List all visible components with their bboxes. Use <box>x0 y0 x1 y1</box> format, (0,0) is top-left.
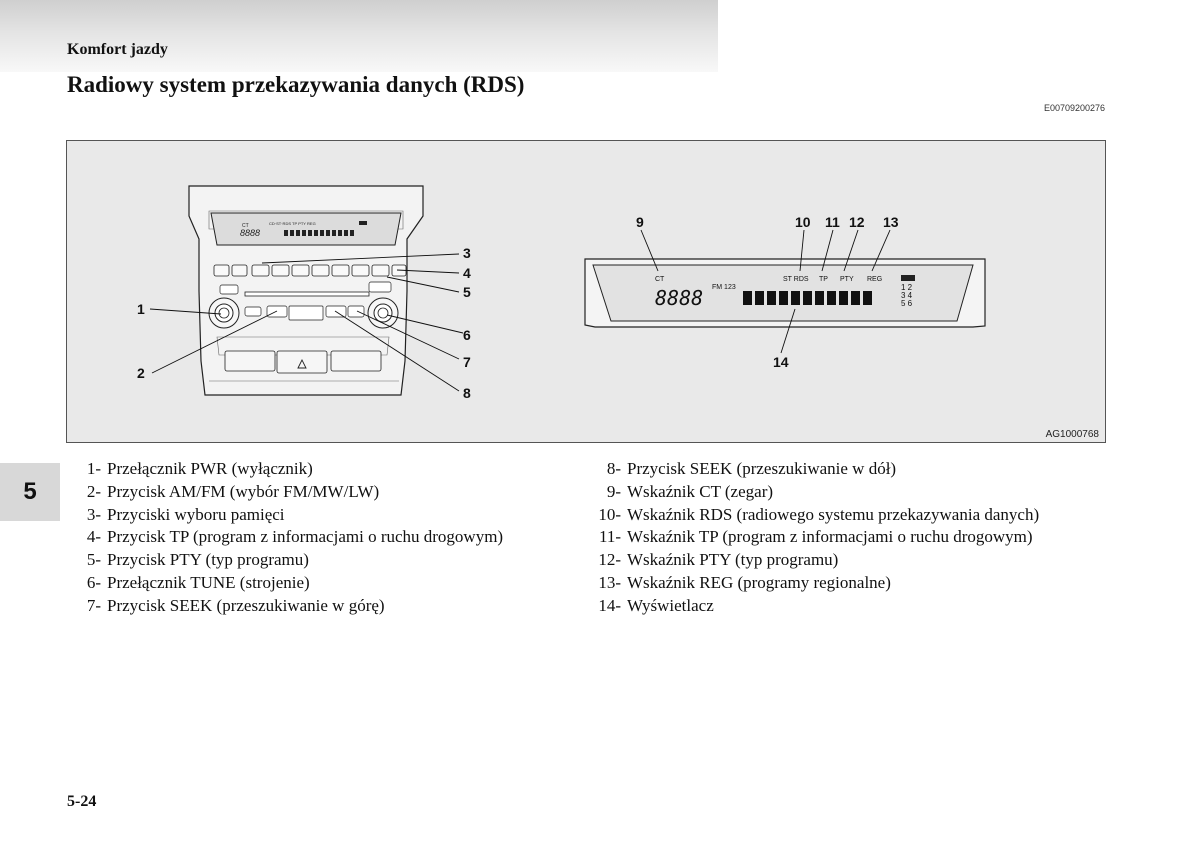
clock-digits: 8888 <box>655 286 704 310</box>
disc-slot <box>245 292 369 296</box>
tp-indicator: TP <box>819 276 828 283</box>
legend-item: 2- Przycisk AM/FM (wybór FM/MW/LW) <box>86 481 380 501</box>
callout-6: 6 <box>463 327 471 343</box>
document-code: E00709200276 <box>1043 103 1105 113</box>
hazard-button <box>277 351 327 373</box>
legend-item: 6- Przełącznik TUNE (strojenie) <box>86 572 310 592</box>
head-unit-lcd <box>211 213 401 245</box>
legend-item: 11- Wskaźnik TP (program z informacjami o ruchu drogowym) <box>598 527 1033 547</box>
page-title: Radiowy system przekazywania danych (RDS) <box>67 72 525 97</box>
callout-13: 13 <box>883 214 899 230</box>
legend-left <box>84 458 503 618</box>
load-button <box>220 285 238 294</box>
svg-text:CT: CT <box>242 223 249 229</box>
legend-item: 14- Wyświetlacz <box>598 595 714 615</box>
callout-5: 5 <box>463 284 471 300</box>
callout-7: 7 <box>463 354 471 370</box>
radio-illustration <box>67 141 1105 442</box>
legend-item: 4- Przycisk TP (program z informacjami o ruchu drogowym) <box>86 527 504 547</box>
figure-code: AG1000768 <box>1045 429 1099 440</box>
legend-item: 13- Wskaźnik REG (programy regionalne) <box>598 572 891 592</box>
callout-1: 1 <box>137 301 145 317</box>
legend-item: 5- Przycisk PTY (typ programu) <box>86 550 309 570</box>
callout-10: 10 <box>795 214 811 230</box>
callout-11: 11 <box>825 214 840 230</box>
legend-item: 9- Wskaźnik CT (zegar) <box>606 481 774 501</box>
chapter-tab: 5 <box>0 463 60 521</box>
svg-text:8888: 8888 <box>240 228 261 238</box>
radio-head-unit <box>189 186 423 395</box>
callout-2: 2 <box>137 365 145 381</box>
svg-text:5 6: 5 6 <box>901 299 913 308</box>
segment-bar <box>743 291 872 305</box>
pty-indicator: PTY <box>840 276 854 283</box>
eject-button <box>369 282 391 292</box>
legend-item: 8- Przycisk SEEK (przeszukiwanie w dół) <box>606 459 897 478</box>
svg-text:1 2: 1 2 <box>901 283 913 292</box>
legend-item: 3- Przyciski wyboru pamięci <box>86 504 285 524</box>
svg-text:CD·ST·RDS TP PTY REG: CD·ST·RDS TP PTY REG <box>269 221 316 226</box>
legend-item: 10- Wskaźnik RDS (radiowego systemu przekazywania danych) <box>598 504 1040 524</box>
page-number: 5-24 <box>67 793 97 810</box>
rds-display <box>585 259 985 327</box>
legend-right <box>590 458 1039 618</box>
svg-text:3 4: 3 4 <box>901 291 913 300</box>
rds-indicator: ST RDS <box>783 276 809 283</box>
band-indicator: FM 123 <box>712 284 736 291</box>
section-label: Komfort jazdy <box>67 41 168 58</box>
legend-item: 1- Przełącznik PWR (wyłącznik) <box>86 459 313 478</box>
power-knob <box>209 298 239 328</box>
header-band <box>0 0 718 72</box>
ct-indicator: CT <box>655 276 665 283</box>
callout-8: 8 <box>463 385 471 401</box>
callout-14: 14 <box>773 354 789 370</box>
radio-figure <box>66 140 1106 443</box>
reg-indicator: REG <box>867 276 883 283</box>
callout-4: 4 <box>463 265 471 281</box>
callout-3: 3 <box>463 245 471 261</box>
legend-item: 7- Przycisk SEEK (przeszukiwanie w górę) <box>86 595 385 615</box>
seek-up-button <box>348 306 364 317</box>
legend-item: 12- Wskaźnik PTY (typ programu) <box>598 550 839 570</box>
callout-12: 12 <box>849 214 865 230</box>
callout-9: 9 <box>636 214 644 230</box>
